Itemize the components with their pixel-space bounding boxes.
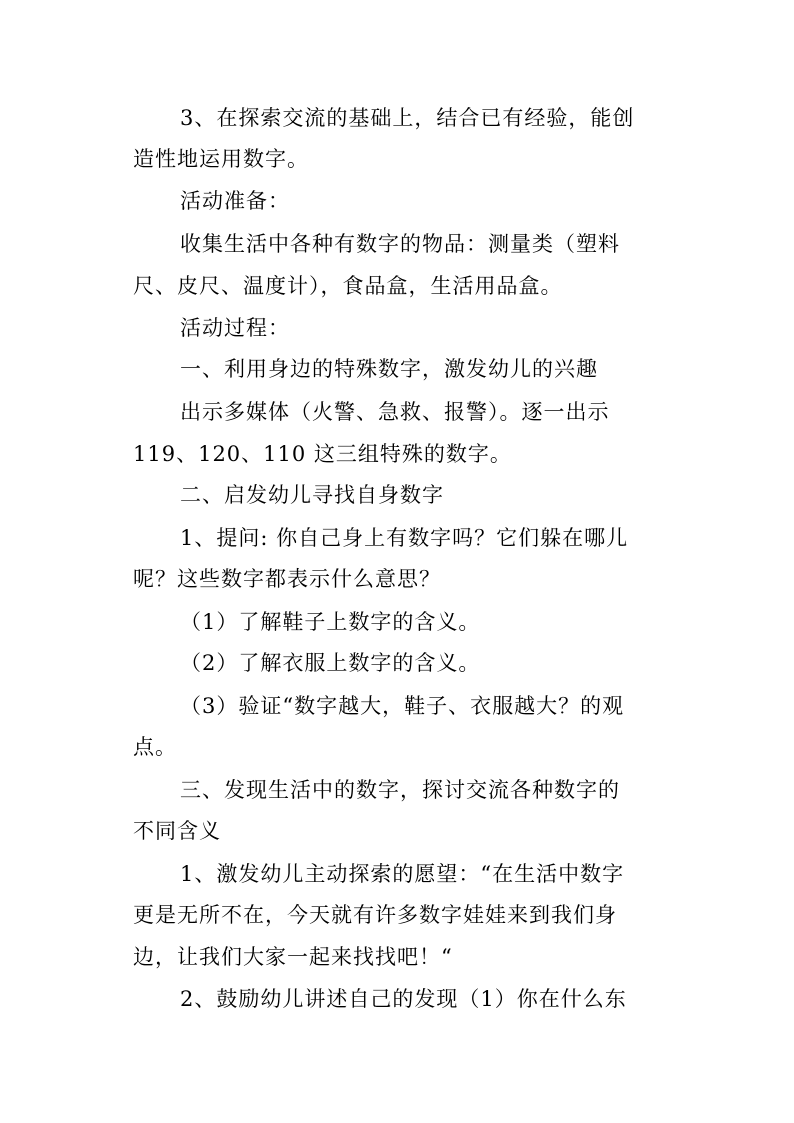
text-line-12: 呢？这些数字都表示什么意思？ (133, 567, 441, 591)
text-line-8: 出示多媒体（火警、急救、报警）。逐一出示 (180, 400, 610, 424)
text-line-13: （1）了解鞋子上数字的含义。 (180, 610, 481, 634)
text-line-15: （3）验证“数字越大，鞋子、衣服越大？的观 (180, 694, 625, 718)
text-line-18: 不同含义 (133, 819, 221, 843)
text-line-7: 一、利用身边的特殊数字，激发幼儿的兴趣 (180, 357, 598, 381)
text-line-17: 三、发现生活中的数字，探讨交流各种数字的 (180, 778, 620, 802)
text-line-9: 119、120、110 这三组特殊的数字。 (133, 442, 512, 466)
text-line-4: 收集生活中各种有数字的物品：测量类（塑料 (180, 232, 620, 256)
text-line-11: 1、提问: 你自己身上有数字吗？它们躲在哪儿 (180, 526, 629, 550)
text-line-22: 2、鼓励幼儿讲述自己的发现（1）你在什么东 (180, 987, 627, 1011)
text-line-2: 造性地运用数字。 (133, 147, 309, 171)
text-line-1: 3、在探索交流的基础上，结合已有经验，能创 (180, 106, 635, 130)
text-line-21: 边，让我们大家一起来找找吧！“ (133, 945, 453, 969)
text-line-10: 二、启发幼儿寻找自身数字 (180, 483, 444, 507)
text-line-20: 更是无所不在，今天就有许多数字娃娃来到我们身 (133, 903, 617, 927)
text-line-3: 活动准备： (180, 189, 290, 213)
text-line-19: 1、激发幼儿主动探索的愿望：“在生活中数字 (180, 862, 625, 886)
text-line-6: 活动过程： (180, 316, 290, 340)
text-line-16: 点。 (133, 735, 177, 759)
text-line-5: 尺、皮尺、温度计），食品盒，生活用品盒。 (133, 274, 563, 298)
text-line-14: （2）了解衣服上数字的含义。 (180, 651, 481, 675)
